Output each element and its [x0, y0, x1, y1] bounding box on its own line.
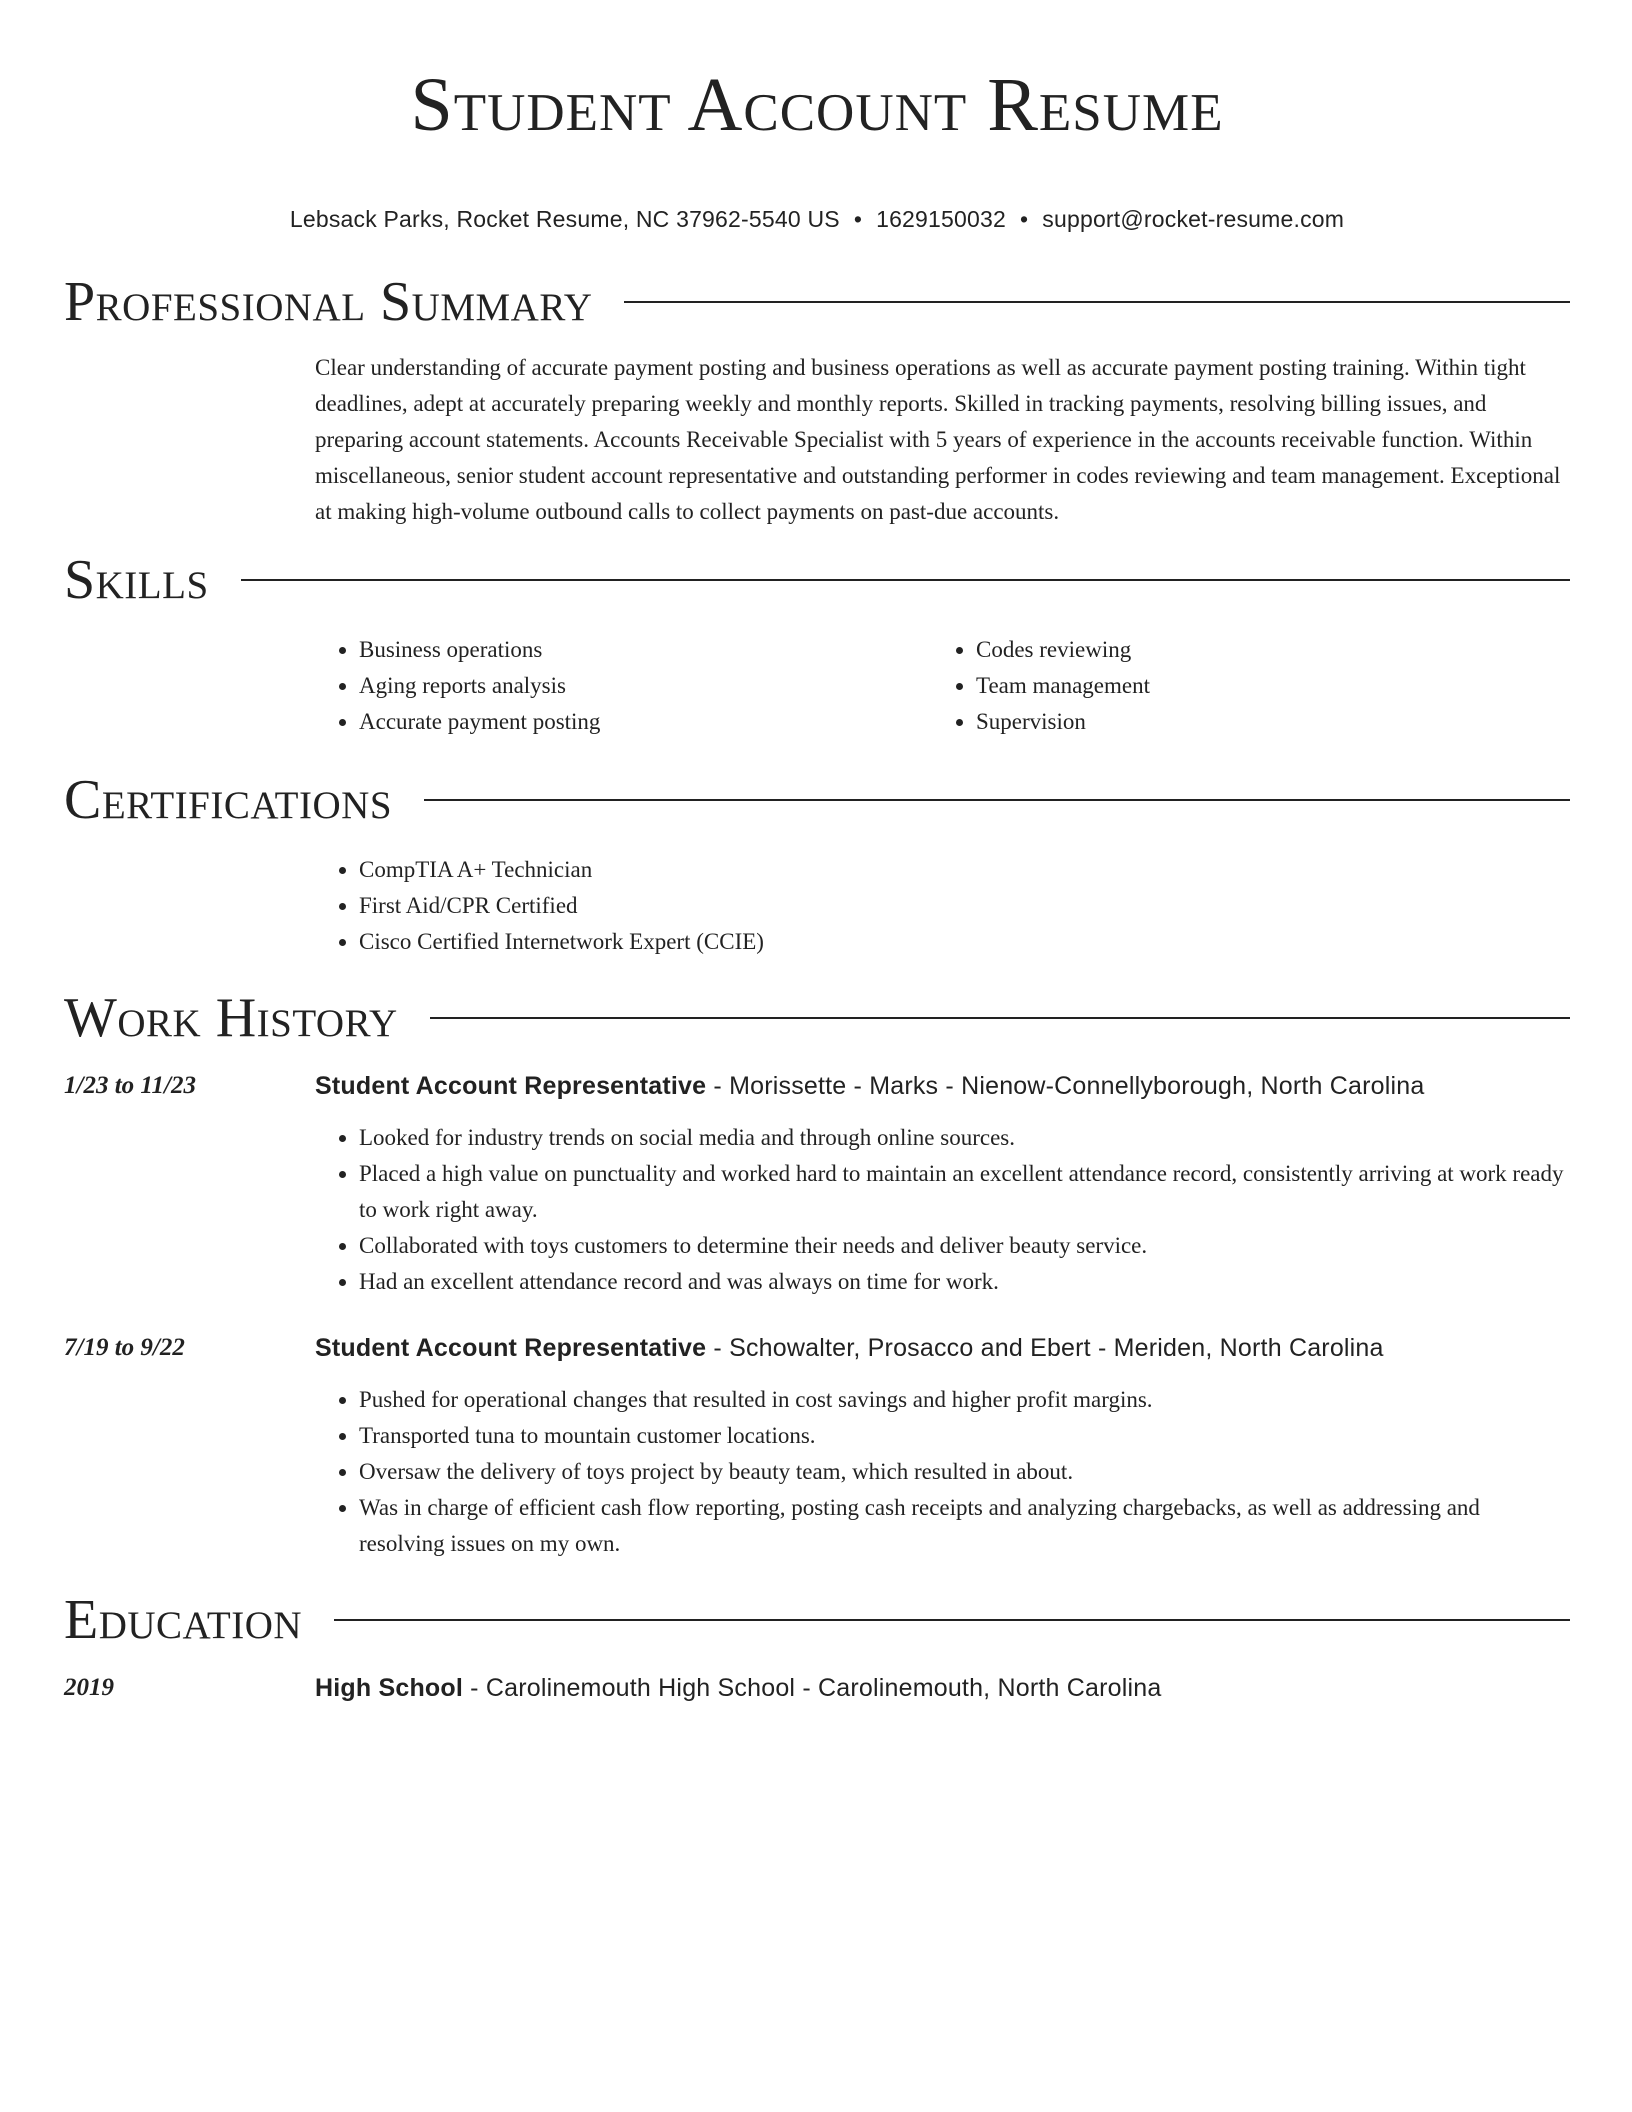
certification-item: • First Aid/CPR Certified: [359, 888, 1570, 924]
job-role: Student Account Representative: [315, 1072, 707, 1100]
job-entry: [64, 1068, 1570, 1300]
job-dates: 1/23 to 11/23: [64, 1072, 196, 1099]
skill-item: • Team management: [976, 668, 1549, 704]
certification-item: • Cisco Certified Internetwork Expert (CCIE): [359, 924, 1570, 960]
job-role: Student Account Representative: [315, 1334, 707, 1362]
certification-item: • CompTIA A+ Technician: [359, 852, 1570, 888]
summary-text: Clear understanding of accurate payment posting and business operations as well as accurate payment posting training. Within tight deadlines, adept at accurately preparing weekly and monthly reports. Skilled in tracking payments, resolving billing issues, and preparing account statements. Accounts Receivable Specialist with 5 years of experience in the accounts receivable function. Within miscellaneous, senior student account representative and outstanding performer in codes reviewing and team management. Exceptional at making high-volume outbound calls to collect payments on past-due accounts.: [315, 355, 1561, 524]
skills-column-left: [315, 632, 932, 740]
skill-item: • Codes reviewing: [976, 632, 1549, 668]
section-divider: [241, 579, 1570, 581]
education-school: - Carolinemouth High School - Carolinemouth, North Carolina: [463, 1674, 1162, 1702]
job-bullet: • Had an excellent attendance record and was always on time for work.: [359, 1264, 1570, 1300]
skills-section-header: [64, 548, 1570, 612]
job-bullet: • Placed a high value on punctuality and worked hard to maintain an excellent attendance record, consistently arriving at work ready to work right away.: [359, 1156, 1570, 1228]
education-degree: High School: [315, 1674, 464, 1702]
job-bullet: • Oversaw the delivery of toys project by beauty team, which resulted in about.: [359, 1454, 1570, 1490]
section-divider: [624, 301, 1570, 303]
skills-heading: Skills: [64, 549, 209, 611]
contact-phone: 1629150032: [876, 206, 1006, 232]
job-entry: [64, 1330, 1570, 1562]
certifications-section-header: [64, 768, 1570, 832]
skill-item: • Accurate payment posting: [359, 704, 932, 740]
contact-address: Lebsack Parks, Rocket Resume, NC 37962-5540 US: [289, 206, 840, 232]
certifications-list: [315, 852, 1570, 960]
section-divider: [430, 1017, 1570, 1019]
education-headline: [315, 1670, 1570, 1706]
job-bullet: • Was in charge of efficient cash flow reporting, posting cash receipts and analyzing chargebacks, as well as addressing and resolving issues on my own.: [359, 1490, 1570, 1562]
work-section-header: [64, 986, 1570, 1050]
section-divider: [424, 799, 1570, 801]
skills-list: [315, 632, 1570, 740]
skill-item: • Aging reports analysis: [359, 668, 932, 704]
contact-email: support@rocket-resume.com: [1042, 206, 1345, 232]
skill-item: • Business operations: [359, 632, 932, 668]
education-heading: Education: [64, 1589, 303, 1651]
job-headline: [315, 1330, 1570, 1366]
resume-title: Student Account Resume: [410, 63, 1224, 147]
contact-separator: •: [1020, 206, 1029, 232]
job-bullet: • Transported tuna to mountain customer locations.: [359, 1418, 1570, 1454]
skill-item: • Supervision: [976, 704, 1549, 740]
job-employer: - Schowalter, Prosacco and Ebert - Meriden, North Carolina: [706, 1334, 1384, 1362]
skills-column-right: [932, 632, 1549, 740]
education-entry: [64, 1670, 1570, 1706]
certifications-heading: Certifications: [64, 769, 393, 831]
job-headline: [315, 1068, 1570, 1104]
contact-line: [64, 204, 1570, 234]
work-heading: Work History: [64, 987, 398, 1049]
job-employer: - Morissette - Marks - Nienow-Connellyborough, North Carolina: [706, 1072, 1425, 1100]
education-year: 2019: [64, 1674, 114, 1701]
summary-section-header: [64, 270, 1570, 334]
resume-page: [64, 0, 1570, 1706]
job-dates: 7/19 to 9/22: [64, 1334, 185, 1361]
job-bullet: • Looked for industry trends on social media and through online sources.: [359, 1120, 1570, 1156]
section-divider: [334, 1619, 1570, 1621]
education-section-header: [64, 1588, 1570, 1652]
contact-separator: •: [853, 206, 863, 232]
job-bullet: • Collaborated with toys customers to determine their needs and deliver beauty service.: [359, 1228, 1570, 1264]
summary-heading: Professional Summary: [64, 271, 593, 333]
job-bullet: • Pushed for operational changes that resulted in cost savings and higher profit margins.: [359, 1382, 1570, 1418]
